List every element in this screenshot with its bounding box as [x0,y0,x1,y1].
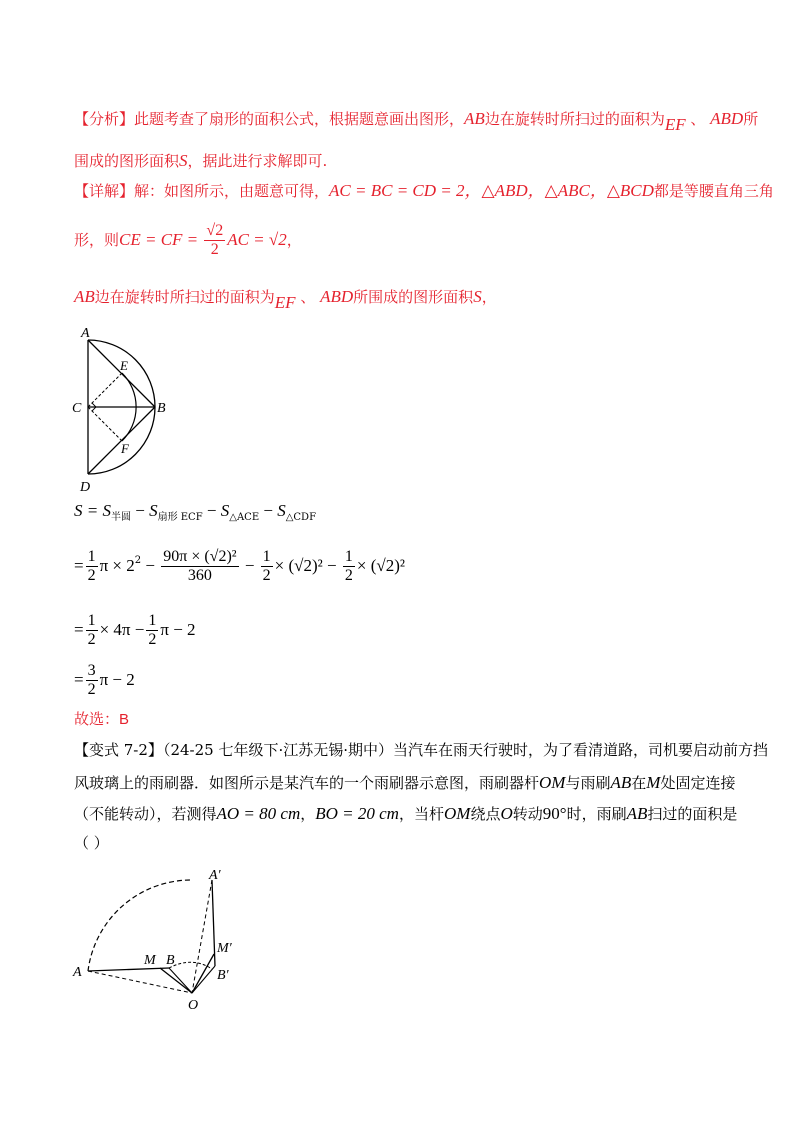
math-ac-eq: AC = √2 [227,229,287,249]
math-bo: BO = 20 cm [315,804,399,823]
label-d: D [80,480,91,494]
detail-line3-text: 边在旋转时所扫过的面积为 [94,288,275,306]
segment-b2o [192,966,215,993]
variant-line1-text: 当汽车在雨天行驶时，为了看清道路，司机要启动前方挡 [393,741,769,759]
detail-line-2 [74,222,302,260]
analysis-line2-end: ，据此进行求解即可. [187,152,328,170]
math-om: OM [539,773,566,792]
segment-ce [88,373,122,407]
formula-sub-ace: △ACE [229,512,260,523]
formula-l2-t4: × (√2)² [356,555,405,575]
label-b: B [166,953,175,968]
formula-l2-t1: π × 2 [99,555,135,575]
variant-line2-c: 在 [631,774,647,792]
formula-line-1: $S = S_{半圆} - S_{扇形 ECF} - S_{\triangle ACE} - S_{\triangle CDF}$ [74,501,317,523]
variant-line-3 [74,805,737,822]
variant-line-4: （ ） [74,834,109,852]
label-a: A [73,965,82,980]
math-triangles: ，△ABD，△ABC，△BCD [464,181,654,200]
detail-line-3 [74,288,497,311]
label-o: O [188,998,199,1013]
formula-l3-eq: = [74,619,84,639]
variant-tag: 【变式 7-2】 [74,741,163,759]
detail-line3-end: ， [481,288,497,306]
math-ao: AO = 80 cm [216,804,301,823]
fraction-l4-1: $\frac{3}{2}$ [87,662,96,699]
segment-cf [88,407,122,441]
detail-line-1 [74,182,774,199]
fraction-l2-4: $\frac{1}{2}$ [344,548,353,585]
detail-text-1: 解：如图所示，由题意可得， [134,182,330,200]
formula-sub-sector: 扇形 ECF [157,512,203,523]
formula-line-2: = $\frac{1}{2}$ $\pi \times 2^2$ − $\frac{\text{90π × (√2)²}}{360}$ − $\frac{1}{2}$ × (√2)² − $\frac{1}{2}$ × (√2)² [74,548,405,585]
math-ab-4: AB [626,804,648,823]
fraction-l2-2: $\frac{\text{90π × (√2)²}}{360}$ [163,548,237,585]
variant-line2-a: 风玻璃上的雨刷器．如图所示是某汽车的一个雨刷器示意图，雨刷器杆 [74,774,540,792]
label-b: B [157,401,166,416]
math-ce-cf: CE = CF = [119,229,203,249]
formula-l2-exp: 2 [134,554,142,566]
math-s-2: S [473,287,482,306]
label-a-prime: A′ [209,868,221,883]
formula-l4-t1: π − 2 [99,669,135,689]
fraction-l3-1: $\frac{1}{2}$ [87,612,96,649]
analysis-text-1: 此题考查了扇形的面积公式，根据题意画出图形， [134,110,465,128]
analysis-text-2: 边在旋转时所扫过的面积为 [484,110,665,128]
math-m: M [646,773,661,792]
variant-line-1 [74,743,768,758]
label-e: E [120,358,128,373]
detail-text-2: 都是等腰直角三角 [653,182,774,200]
variant-line3-g: 扫过的面积是 [647,805,738,823]
label-a: A [81,326,90,341]
variant-line2-b: 与雨刷 [565,774,611,792]
math-ab-3: AB [610,773,632,792]
fraction-l2-3: $\frac{1}{2}$ [262,548,271,585]
label-f: F [121,441,129,456]
math-s: S [179,151,188,170]
fraction-l2-1: $\frac{1}{2}$ [87,548,96,585]
analysis-line2-text: 围成的图形面积 [74,152,180,170]
math-deg: 90° [542,804,567,823]
variant-line3-b: ， [300,805,316,823]
formula-l2-t3: × (√2)² [274,555,323,575]
variant-line3-e: 转动 [512,805,543,823]
answer-line: 故选：B [74,711,130,728]
variant-line3-c: ，当杆 [398,805,444,823]
fraction-l3-2: $\frac{1}{2}$ [148,612,157,649]
variant-line3-f: 时，雨刷 [566,805,627,823]
formula-line-3 [74,612,196,650]
wiper-a2b2 [212,880,215,966]
analysis-tag: 【分析】 [74,110,135,128]
variant-line3-d: 绕点 [470,805,501,823]
figure-semicircle-diagram [66,322,176,494]
math-ef: EF [664,115,686,134]
math-ef-2: EF [274,293,296,312]
figure-wiper-diagram [66,862,256,1014]
rod-mo [160,968,192,993]
separator: 、 [685,110,711,128]
detail-line2-pre: 形，则 [74,230,120,249]
variant-source: （24-25 七年级下·江苏无锡·期中） [162,741,393,759]
variant-line2-d: 处固定连接 [660,774,736,792]
separator-2: 、 [295,288,321,306]
variant-line-2 [74,774,735,791]
math-ab-2: AB [74,287,95,306]
formula-l3-t2: π − 2 [160,619,196,639]
wiper-ab [88,968,169,971]
label-m: M [144,953,156,968]
formula-l3-t1: × 4π − [99,619,145,639]
formula-l2-eq: = [74,555,84,575]
formula-line-4 [74,662,135,700]
fraction-sqrt2-over-2: $\frac{√2}{2}$ [206,222,224,259]
label-c: C [72,401,82,416]
segment-ao-dashed [88,971,192,993]
formula-sub-cdf: △CDF [285,512,317,523]
formula-l4-eq: = [74,669,84,689]
math-o: O [500,804,513,823]
outer-arc-a-to-a2 [88,880,192,971]
analysis-text-3: 所 [743,110,759,128]
detail-line3-text2: 所围成的图形面积 [353,288,474,306]
detail-tag: 【详解】 [74,182,135,200]
formula-s-eq: S = S [74,501,111,520]
label-b-prime: B′ [217,968,229,983]
detail-line2-end: ， [286,230,302,249]
math-abd-2: ABD [320,287,354,306]
math-ac-bc-cd: AC = BC = CD = 2 [329,181,465,200]
analysis-line-2 [74,152,327,169]
variant-line3-a: （不能转动），若测得 [74,805,217,823]
analysis-line-1 [74,110,758,133]
label-m-prime: M′ [217,941,232,956]
math-om-2: OM [443,804,471,823]
formula-sub-semicircle: 半圆 [110,512,131,523]
math-ab: AB [464,109,485,128]
math-abd: ABD [710,109,744,128]
